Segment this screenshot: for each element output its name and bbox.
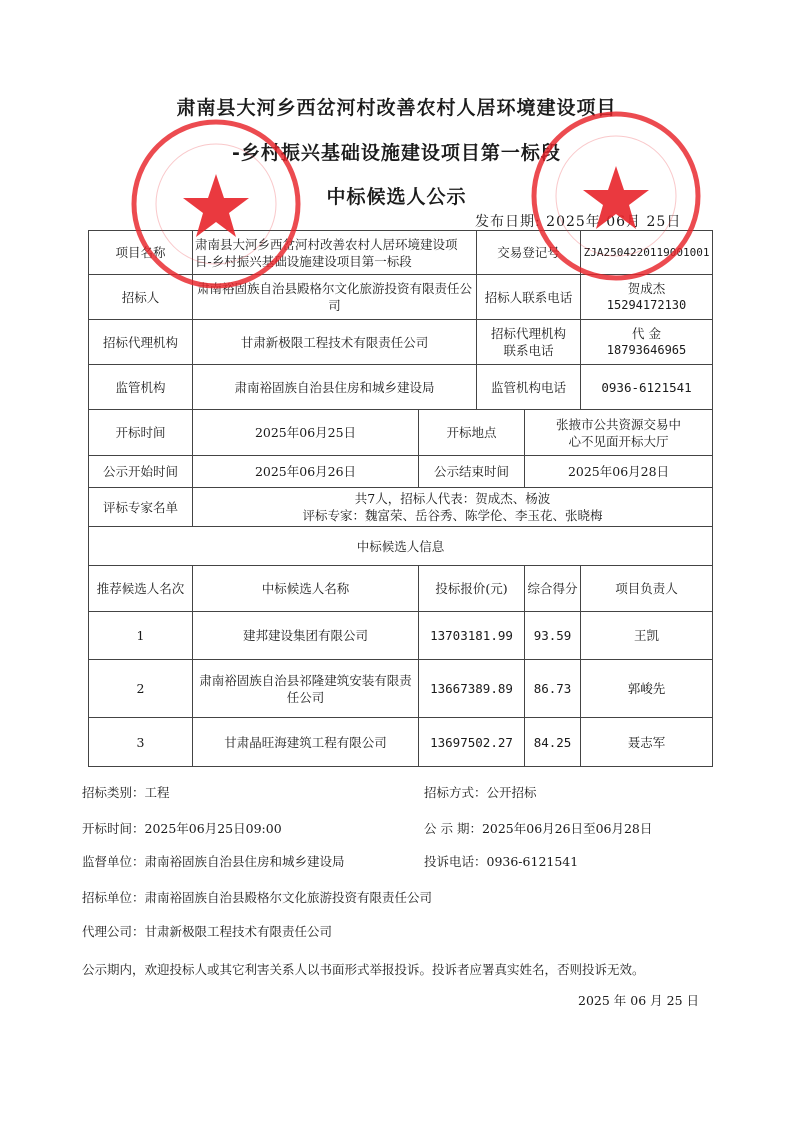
col-rank: 推荐候选人名次: [89, 566, 193, 612]
candidate-score: 86.73: [525, 660, 581, 718]
supervisor: 肃南裕固族自治县住房和城乡建设局: [193, 365, 477, 410]
title-line-1: 肃南县大河乡西岔河村改善农村人居环境建设项目: [176, 97, 617, 119]
publish-date: 发布日期: 2025年 06月 25日: [475, 214, 682, 230]
experts: [193, 488, 713, 527]
table-row: [89, 612, 713, 660]
supervisor-phone-label: 监管机构电话: [477, 365, 581, 410]
footer-method: 招标方式：公开招标: [424, 785, 537, 800]
supervisor-phone: 0936-6121541: [581, 365, 713, 410]
candidate-rank: 3: [89, 718, 193, 767]
footer-tenderer: 招标单位：肃南裕固族自治县殿格尔文化旅游投资有限责任公司: [82, 890, 433, 905]
tenderer-contact-name: 贺成杰: [627, 281, 666, 296]
footer-supervisor: 监督单位：肃南裕固族自治县住房和城乡建设局: [82, 854, 345, 869]
agency-seal-icon: [528, 108, 704, 284]
footer-notice-period: 公 示 期：2025年06月26日至06月28日: [424, 821, 653, 836]
candidate-price: 13667389.89: [419, 660, 525, 718]
agency: 甘肃新极限工程技术有限责任公司: [193, 320, 477, 365]
experts-line-2: 评标专家：魏富荣、岳谷秀、陈学伦、李玉花、张晓梅: [302, 508, 603, 523]
notice-end: 2025年06月28日: [525, 456, 713, 488]
candidate-manager: 聂志军: [581, 718, 713, 767]
experts-line-1: 共7人，招标人代表：贺成杰、杨波: [354, 491, 551, 506]
agency-label: 招标代理机构: [89, 320, 193, 365]
candidates-section-title: 中标候选人信息: [89, 527, 713, 566]
footer-open-time: 开标时间：2025年06月25日09:00: [82, 821, 282, 836]
candidate-rank: 1: [89, 612, 193, 660]
title-line-3: 中标候选人公示: [326, 186, 467, 208]
footer-category: 招标类别：工程: [82, 785, 170, 800]
trade-code: ZJA2504220119001001: [581, 231, 713, 275]
open-place: 张掖市公共资源交易中心不见面开标大厅: [525, 410, 713, 456]
notice-start-label: 公示开始时间: [89, 456, 193, 488]
agency-contact-name: 代 金: [632, 326, 662, 341]
candidate-name: 肃南裕固族自治县祁隆建筑安装有限责任公司: [193, 660, 419, 718]
experts-label: 评标专家名单: [89, 488, 193, 527]
tenderer-label: 招标人: [89, 275, 193, 320]
candidate-manager: 郭峻先: [581, 660, 713, 718]
open-time-label: 开标时间: [89, 410, 193, 456]
footer-agency: 代理公司：甘肃新极限工程技术有限责任公司: [82, 924, 333, 939]
footer-complaint-phone: 投诉电话：0936-6121541: [424, 854, 579, 869]
col-manager: 项目负责人: [581, 566, 713, 612]
table-row: [89, 718, 713, 767]
notice-end-label: 公示结束时间: [419, 456, 525, 488]
col-name: 中标候选人名称: [193, 566, 419, 612]
supervisor-label: 监管机构: [89, 365, 193, 410]
col-price: 投标报价(元): [419, 566, 525, 612]
candidate-manager: 王凯: [581, 612, 713, 660]
agency-contact-phone: 18793646965: [606, 343, 687, 357]
tenderer: 肃南裕固族自治县殿格尔文化旅游投资有限责任公司: [193, 275, 477, 320]
tenderer-seal-icon: [128, 116, 304, 292]
notice-start: 2025年06月26日: [193, 456, 419, 488]
tenderer-contact-label: 招标人联系电话: [477, 275, 581, 320]
tenderer-contact-phone: 15294172130: [606, 298, 687, 312]
title-line-2: -乡村振兴基础设施建设项目第一标段: [232, 142, 561, 164]
project-name: 肃南县大河乡西岔河村改善农村人居环境建设项目-乡村振兴基础设施建设项目第一标段: [193, 231, 477, 275]
candidate-score: 93.59: [525, 612, 581, 660]
candidate-name: 建邦建设集团有限公司: [193, 612, 419, 660]
open-place-label: 开标地点: [419, 410, 525, 456]
footer-date: 2025 年 06 月 25 日: [578, 993, 699, 1008]
agency-contact: [581, 320, 713, 365]
table-row: [89, 660, 713, 718]
open-time: 2025年06月25日: [193, 410, 419, 456]
candidate-price: 13697502.27: [419, 718, 525, 767]
announcement-table: [88, 230, 713, 767]
project-name-label: 项目名称: [89, 231, 193, 275]
agency-contact-label: 招标代理机构联系电话: [477, 320, 581, 365]
col-score: 综合得分: [525, 566, 581, 612]
trade-code-label: 交易登记号: [477, 231, 581, 275]
candidate-name: 甘肃晶旺海建筑工程有限公司: [193, 718, 419, 767]
candidate-price: 13703181.99: [419, 612, 525, 660]
candidate-score: 84.25: [525, 718, 581, 767]
footer-notice-text: 公示期内，欢迎投标人或其它利害关系人以书面形式举报投诉。投诉者应署真实姓名，否则投诉无效。: [82, 962, 645, 977]
candidate-rank: 2: [89, 660, 193, 718]
